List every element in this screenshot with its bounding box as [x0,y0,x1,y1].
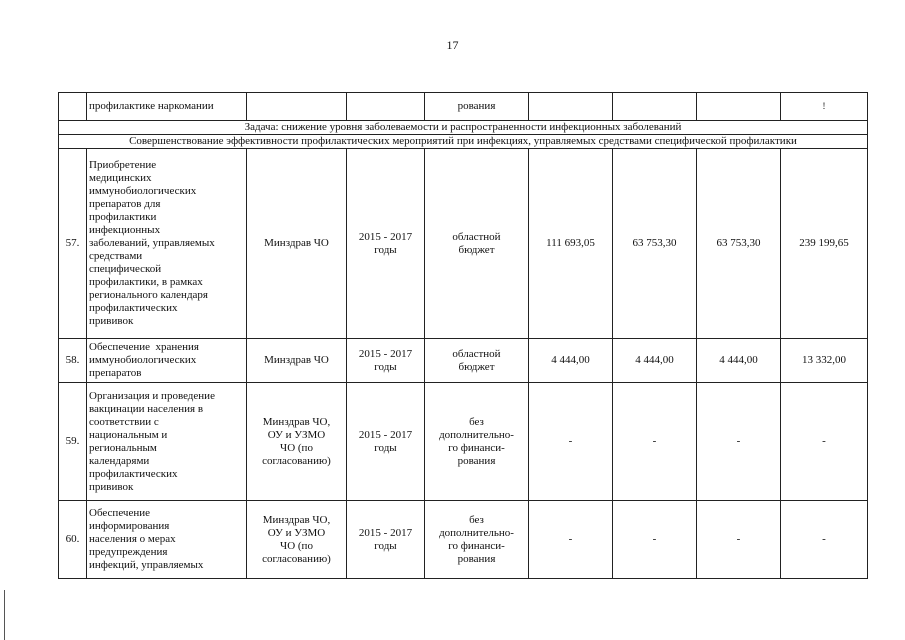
margin-mark: ! [822,101,826,111]
row-name-line: инфекционных [89,224,161,236]
row-source-line: областной [452,230,501,243]
row-period [347,339,425,383]
table-row [59,501,868,579]
section-header-row [59,135,868,149]
row-2015: 111 693,05 [529,149,613,339]
cell-name: профилактике наркомании [87,93,247,121]
row-name-line: предупреждения [89,546,168,558]
row-name-line: вакцинации населения в [89,402,204,415]
row-name-line: информирования [89,520,170,532]
row-number: 58. [59,339,87,383]
row-name-line: Приобретение [89,159,157,171]
row-source-line: рования [457,454,496,467]
row-number: 57. [59,149,87,339]
cell-period [347,93,425,121]
cell-source: рования [425,93,529,121]
row-executor-line: Минздрав ЧО [264,354,329,366]
row-source [425,339,529,383]
row-2015: - [529,383,613,501]
row-executor [247,383,347,501]
row-source-line: без [469,415,484,428]
row-period-line: годы [374,360,397,373]
row-period-line: годы [374,441,397,454]
table-row-continuation [59,93,868,121]
row-name-line: профилактики, в рамках [89,276,203,288]
row-name-line: прививок [89,315,134,327]
row-total: - [781,383,868,501]
scan-margin-line [4,590,5,640]
row-2015: - [529,501,613,579]
row-number: 59. [59,383,87,501]
row-period [347,501,425,579]
task-header: Задача: снижение уровня заболеваемости и распространенности инфекционных заболеваний [59,121,868,135]
row-2017: - [697,501,781,579]
row-source-line: бюджет [458,243,495,256]
row-name [87,501,247,579]
row-name-line: медицинских [89,172,152,184]
row-name-line: средствами [89,250,143,262]
row-source-line: дополнительно- [439,526,514,539]
row-executor-line: ЧО (по [280,539,313,552]
row-source-line: без [469,513,484,526]
row-name-line: календарями [89,454,150,467]
row-name-line: соответствии с [89,415,159,428]
row-name-line: профилактики [89,211,157,223]
row-source-line: дополнительно- [439,428,514,441]
row-period [347,383,425,501]
row-period-line: 2015 - 2017 [358,230,413,243]
row-executor [247,501,347,579]
cell-executor [247,93,347,121]
row-2015: 4 444,00 [529,339,613,383]
row-name-line: специфической [89,263,162,275]
row-executor [247,149,347,339]
row-period-line: 2015 - 2017 [358,347,413,360]
row-name-line: препаратов [89,367,142,379]
row-executor-line: Минздрав ЧО, [262,513,331,526]
row-period-line: годы [374,539,397,552]
table-row [59,149,868,339]
task-header-row [59,121,868,135]
row-name-line: Обеспечение хранения [89,341,199,353]
row-executor-line: согласованию) [262,552,331,565]
row-2016: 4 444,00 [613,339,697,383]
row-name-line: профилактических [89,302,178,314]
row-period-line: годы [374,243,397,256]
row-name-line: заболеваний, управляемых [89,237,215,249]
table-row [59,383,868,501]
row-name-line: населения о мерах [89,533,176,545]
row-2016: - [613,501,697,579]
row-name-line: региональным [89,441,157,454]
row-source-line: рования [457,552,496,565]
row-source [425,501,529,579]
row-period-line: 2015 - 2017 [358,428,413,441]
program-table [58,92,868,579]
row-name [87,383,247,501]
row-2016: 63 753,30 [613,149,697,339]
row-period-line: 2015 - 2017 [358,526,413,539]
row-2017: - [697,383,781,501]
cell-2015 [529,93,613,121]
table-row [59,339,868,383]
row-name-line: препаратов для [89,198,161,210]
row-executor-line: ЧО (по [280,441,313,454]
cell-total [781,93,868,121]
row-source-line: го финанси- [448,539,505,552]
row-name [87,149,247,339]
section-header: Совершенствование эффективности профилактических мероприятий при инфекциях, управляемых средствами специфической профилактики [59,135,868,149]
row-name-line: профилактических [89,467,178,480]
row-executor-line: Минздрав ЧО [264,237,329,249]
row-executor-line: Минздрав ЧО, [262,415,331,428]
row-name-line: Организация и проведение [89,389,215,402]
row-name-line: иммунобиологических [89,185,197,197]
row-executor-line: ОУ и УЗМО [267,526,326,539]
row-executor [247,339,347,383]
row-name-line: национальным и [89,428,168,441]
row-name [87,339,247,383]
row-executor-line: согласованию) [262,454,331,467]
row-executor-line: ОУ и УЗМО [267,428,326,441]
row-source [425,149,529,339]
row-2016: - [613,383,697,501]
row-2017: 4 444,00 [697,339,781,383]
row-name-line: прививок [89,480,134,493]
row-period [347,149,425,339]
row-total: 239 199,65 [781,149,868,339]
cell-2016 [613,93,697,121]
row-name-line: инфекций, управляемых [89,559,204,571]
page-number: 17 [446,38,459,52]
row-source-line: бюджет [458,360,495,373]
row-name-line: иммунобиологических [89,354,197,366]
row-source [425,383,529,501]
row-total: 13 332,00 [781,339,868,383]
row-name-line: регионального календаря [89,289,208,301]
cell-2017 [697,93,781,121]
row-number: 60. [59,501,87,579]
row-name-line: Обеспечение [89,507,150,519]
row-source-line: областной [452,347,501,360]
row-total: - [781,501,868,579]
cell-num [59,93,87,121]
row-2017: 63 753,30 [697,149,781,339]
row-source-line: го финанси- [448,441,505,454]
